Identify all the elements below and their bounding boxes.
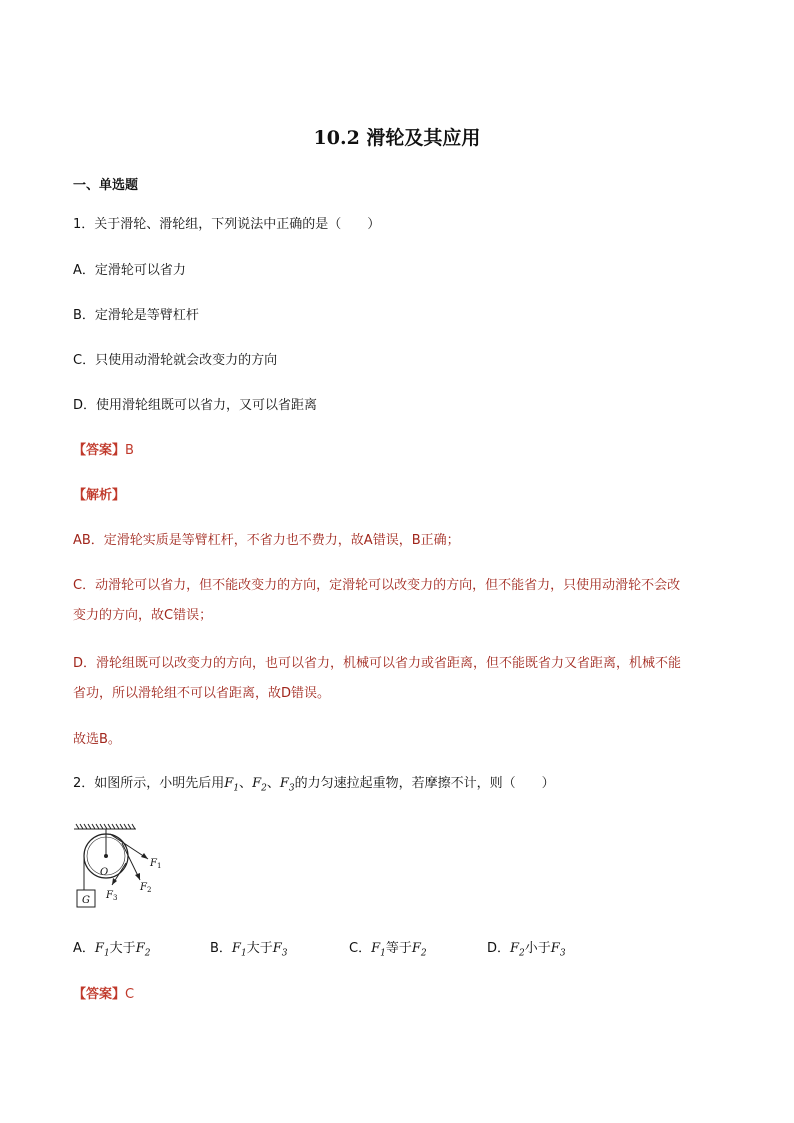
section-heading: 一、单选题 [73,178,139,193]
q2-answer [73,985,134,1005]
q1-option-d: D．使用滑轮组既可以省力，又可以省距离 [73,398,318,413]
q2-stem-sep: 、 [266,776,280,791]
q2-option-a: A．$F_1$大于$F_2$ [73,941,151,959]
q1-analysis-label: 【解析】 [73,488,126,503]
q1-analysis-p2-line1: C．动滑轮可以省力，但不能改变力的方向，定滑轮可以改变力的方向，但不能省力，只使用动滑轮不会改 [73,578,681,593]
q2-stem-sep: 、 [239,776,253,791]
q2-option-d: D．$F_2$小于$F_3$ [487,941,566,959]
q1-analysis-p2-line2: 变力的方向，故C错误； [73,608,213,623]
arrow-f2 [135,873,140,880]
weight-label: G [82,895,90,906]
q1-stem: 1．关于滑轮、滑轮组，下列说法中正确的是（ ） [73,217,381,232]
f2-label: $F_2$ [140,882,152,894]
f3-label: $F_3$ [106,890,118,902]
answer-value: B [125,443,134,458]
page-title: 10.2 滑轮及其应用 [313,127,481,149]
pulley-axle [104,854,108,858]
q2-stem-prefix: 2．如图所示，小明先后用 [73,776,225,791]
var-f1: $F_1$ [224,776,240,794]
answer-label: 【答案】 [73,443,126,458]
var-f3: $F_3$ [279,776,295,794]
rope-f1 [110,834,148,859]
q1-option-b: B．定滑轮是等臂杠杆 [73,308,199,323]
q2-stem [73,774,555,799]
q1-analysis-p3-line1: D．滑轮组既可以改变力的方向，也可以省力，机械可以省力或省距离，但不能既省力又省距离，机械不能 [73,656,682,671]
q1-analysis-p3-line2: 省功，所以滑轮组不可以省距离，故D错误。 [73,686,331,701]
answer-label: 【答案】 [73,987,126,1002]
q1-analysis-conclusion: 故选B。 [73,732,121,747]
center-label: O [100,867,109,878]
q2-option-b: B．$F_1$大于$F_3$ [210,941,288,959]
ceiling-hatch [74,824,136,829]
q1-option-a: A．定滑轮可以省力 [73,263,186,278]
q1-answer [73,441,134,461]
pulley-diagram [70,822,180,914]
var-f2: $F_2$ [252,776,267,794]
q1-option-c: C．只使用动滑轮就会改变力的方向 [73,353,278,368]
q1-analysis-p1: AB．定滑轮实质是等臂杠杆，不省力也不费力，故A错误，B正确； [73,533,460,548]
f1-label: $F_1$ [150,858,162,870]
answer-value: C [125,987,135,1002]
q2-stem-suffix: 的力匀速拉起重物，若摩擦不计，则（ ） [294,776,555,791]
q2-option-c: C．$F_1$等于$F_2$ [349,941,427,959]
arrow-f1 [141,853,148,859]
